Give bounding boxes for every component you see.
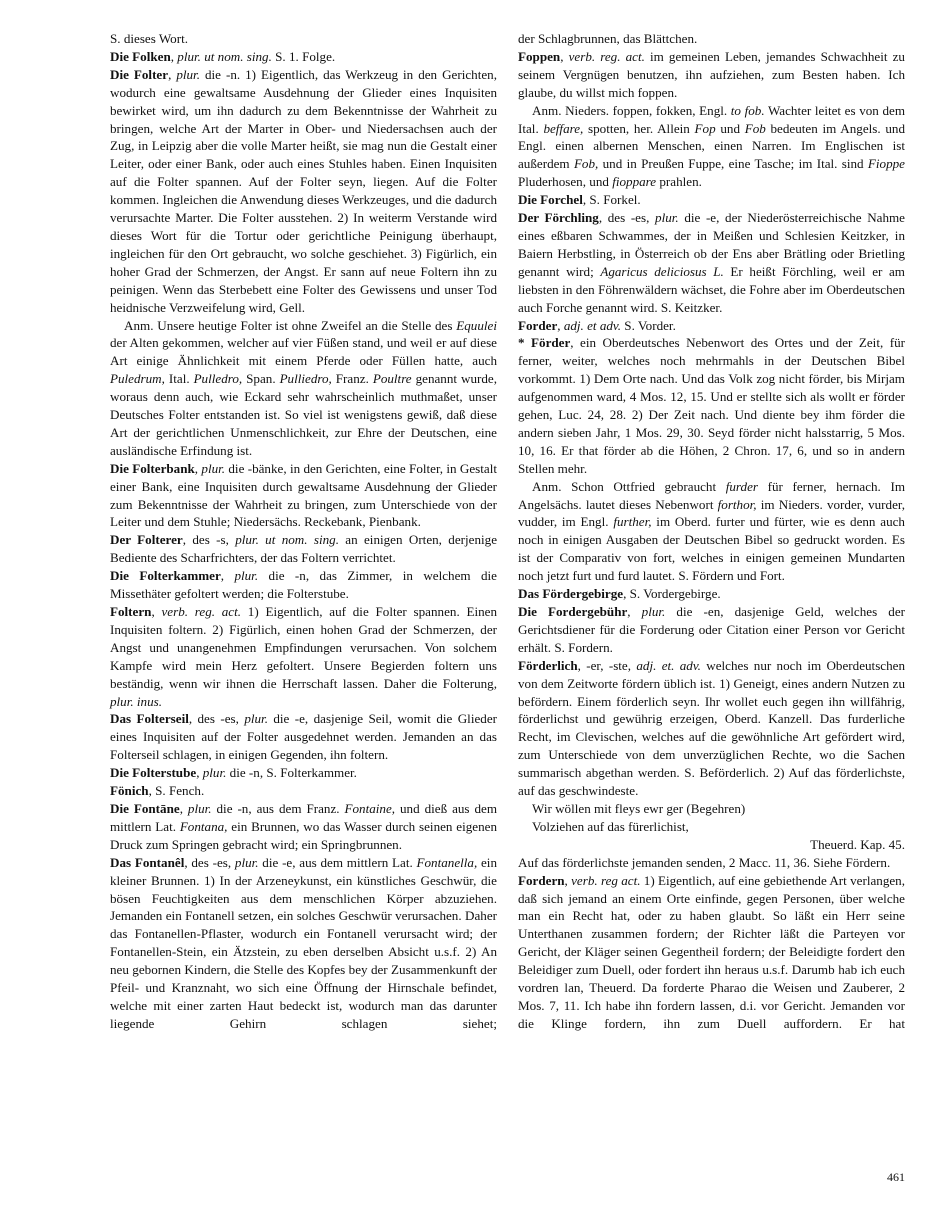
headword: Forder bbox=[518, 317, 558, 333]
headword: Die Folken bbox=[110, 48, 171, 64]
italic-term: Pulliedro, bbox=[279, 371, 332, 387]
entry-text: Anm. Schon Ottfried gebraucht bbox=[532, 478, 726, 494]
dictionary-entry bbox=[518, 317, 905, 335]
entry-text: , bbox=[194, 460, 202, 476]
italic-term: Fob bbox=[744, 120, 766, 136]
entry-text: im Nieders. vorder, vurder, vudder, im Engl. bbox=[518, 496, 905, 530]
italic-term: plur. bbox=[234, 854, 259, 870]
entry-text: Auf das förderlichste jemanden senden, 2 Macc. 11, 36. Siehe Fördern. bbox=[518, 854, 891, 870]
entry-text: ein kleiner Brunnen. 1) In der Arzeneykunst, ein künstliches Geschwür, die bösen Feuchtigkeiten aus dem menschlichen Körper abzuziehen. Jemanden ein Fontanell setzen, ein solches Geschwür verursachen. Daher das Fontanellen-Pflaster, wodurch ein Fontanell verursacht wird; der Fontanellen-Stein, ein Ätzstein, zu eben derselben Absicht u.s.f. 2) An neu gebornen Kindern, die Stelle des Kopfes bey der Zusammenkunft der Pfeil- und Kranznaht, wo sich eine Öffnung der Hirnschale befindet, welche mit einer zarten Haut bedeckt ist, wodurch man das darunter liegende Gehirn schlagen siehet; bbox=[110, 854, 497, 1031]
dictionary-entry bbox=[110, 854, 497, 1033]
annotation-paragraph bbox=[518, 478, 905, 585]
entry-text: und bbox=[715, 120, 745, 136]
dictionary-entry bbox=[110, 603, 497, 710]
italic-term: adj. et. adv. bbox=[636, 657, 701, 673]
italic-term: plur. bbox=[176, 66, 200, 82]
headword: Die Forchel bbox=[518, 192, 583, 208]
annotation-paragraph bbox=[518, 102, 905, 192]
dictionary-entry bbox=[518, 854, 905, 872]
italic-term: plur. ut nom. sing. bbox=[235, 532, 339, 548]
dictionary-entry bbox=[110, 48, 497, 66]
italic-term: adj. et adv. bbox=[563, 317, 622, 333]
entry-text: und in Preußen Fuppe, eine Tasche; im Ital. sind bbox=[598, 156, 868, 172]
italic-term: verb. reg. act. bbox=[161, 604, 242, 619]
entry-text: Span. bbox=[242, 371, 280, 387]
entry-text: die -e, dasjenige Seil, womit die Glieder eines Inquisiten auf der Folter ausgedehnet werden. Jemanden an das Folterseil schlagen, in einigen Gegenden, ihn foltern. bbox=[110, 711, 497, 763]
italic-term: Agaricus deliciosus L. bbox=[600, 263, 724, 279]
entry-text: und dieß aus dem mittlern Lat. bbox=[110, 800, 498, 834]
dictionary-entry bbox=[518, 209, 905, 316]
italic-term: plur. bbox=[641, 604, 666, 619]
right-column bbox=[518, 30, 905, 1033]
entry-text: Pluderhosen, und bbox=[518, 174, 613, 190]
headword: Fönich bbox=[110, 783, 149, 799]
italic-term: plur. ut nom. sing. bbox=[177, 48, 272, 64]
italic-term: forthor, bbox=[717, 496, 757, 512]
italic-term: plur. bbox=[187, 800, 212, 816]
entry-text: , des -es, bbox=[188, 711, 245, 727]
annotation-paragraph bbox=[110, 317, 497, 460]
italic-term: furder bbox=[725, 478, 758, 494]
entry-text: die -bänke, in den Gerichten, eine Folter, in Gestalt einer Bank, eine Inquisiten durch gewaltsame Ausdehnung der Glieder zum Bekenntnisse der Wahrheit zu bringen, zum Unterschiede von der Leiter und dem Stuhle; Niedersächs. Reckebank, Pienbank. bbox=[110, 460, 497, 530]
entry-text: , S. Fench. bbox=[148, 783, 205, 799]
italic-term: Fop bbox=[694, 120, 716, 136]
headword: Der Folterer bbox=[110, 532, 183, 548]
italic-term: beffare, bbox=[543, 120, 584, 136]
entry-text: Theuerd. Kap. 45. bbox=[810, 836, 905, 852]
headword: Die Folterbank bbox=[110, 460, 195, 476]
entry-text: , S. Vordergebirge. bbox=[623, 586, 721, 602]
italic-term: plur. bbox=[655, 210, 679, 226]
entry-text: prahlen. bbox=[656, 174, 702, 190]
entry-text: , bbox=[564, 872, 572, 888]
entry-text: Er heißt Förchling, weil er am liebsten in den Föhrenwäldern wächset, die Fohre aber im Oberdeutschen auch Forche genannt wird. S. Keitzker. bbox=[518, 263, 905, 315]
entry-text: , bbox=[196, 765, 203, 781]
headword: Das Fontanêl bbox=[110, 854, 185, 870]
italic-term: further, bbox=[613, 514, 652, 530]
italic-term: fioppare bbox=[612, 174, 657, 190]
entry-text: die -n, S. Folterkammer. bbox=[226, 765, 357, 781]
headword: Das Folterseil bbox=[110, 711, 189, 727]
entry-text: Ital. bbox=[164, 371, 194, 387]
headword: Der Förchling bbox=[518, 210, 599, 226]
entry-text: Wir wöllen mit fleys ewr ger (Begehren) bbox=[532, 800, 746, 816]
headword: Das Fördergebirge bbox=[518, 586, 624, 602]
italic-term: to fob. bbox=[730, 102, 765, 118]
entry-text: Volziehen auf das fürerlichist, bbox=[532, 818, 689, 834]
dictionary-entry bbox=[518, 30, 905, 48]
headword: Die Fontāne bbox=[110, 800, 180, 816]
verse-line bbox=[518, 818, 905, 836]
entry-text: S. Vorder. bbox=[621, 317, 676, 333]
entry-text: für ferner, hernach. Im Angelsächs. lautet dieses Nebenwort bbox=[518, 478, 905, 512]
italic-term: plur. bbox=[234, 568, 259, 584]
entry-text: , des -s, bbox=[182, 532, 236, 548]
headword: Fordern bbox=[518, 872, 565, 888]
headword: Die Folter bbox=[110, 66, 169, 82]
entry-text: die -e, der Niederösterreichische Nahme eines eßbaren Schwammes, der in Meißen und Schlesien Keitzker, in Baiern Herbstling, in Österreich ob der Ens aber Brätling oder Brietling genannt wird; bbox=[518, 210, 905, 279]
entry-text: 1) Eigentlich, auf die Folter spannen. Einen Inquisiten foltern. 2) Figürlich, einen hohen Grad der Schmerzen, der Angst und unangenehmen Empfindungen verursachen. Von solchem Kampfe wird mein Herz gefoltert. Unsere Begierden foltern uns beständig, wenn wir ihnen die Herrschaft lassen. Daher die Folterung, bbox=[110, 604, 498, 691]
headword: Die Fordergebühr bbox=[518, 604, 628, 619]
entry-text: S. dieses Wort. bbox=[110, 31, 188, 46]
italic-term: verb. reg. act. bbox=[568, 48, 645, 64]
dictionary-entry bbox=[110, 764, 497, 782]
entry-text: der Schlagbrunnen, das Blättchen. bbox=[518, 31, 698, 46]
italic-term: plur. bbox=[202, 765, 227, 781]
dictionary-entry bbox=[110, 66, 497, 317]
entry-text: die -en, dasjenige Geld, welches der Gerichtsdiener für die Forderung oder Citation einer Person vor Gericht erhält. S. Fordern. bbox=[518, 604, 905, 655]
entry-text: , bbox=[557, 317, 564, 333]
entry-text: S. 1. Folge. bbox=[271, 48, 336, 64]
entry-text: an einigen Orten, derjenige Bediente des Scharfrichters, der das Foltern verrichtet. bbox=[110, 532, 498, 566]
citation-line bbox=[518, 836, 905, 854]
italic-term: Fioppe bbox=[867, 156, 905, 172]
dictionary-entry bbox=[110, 800, 497, 854]
entry-text: , bbox=[220, 568, 235, 584]
entry-text: im Oberd. furter und fürter, wie es denn auch noch in einigen Ausgaben der Deutschen Bibel so gedruckt worden. Es ist der Comparativ von fort, welches in einigen gemeinen Mundarten noch jetzt furt und furd lautet. S. Fördern und Fort. bbox=[518, 514, 905, 584]
entry-text: die -n, aus dem Franz. bbox=[211, 800, 345, 816]
entry-text: , bbox=[179, 800, 188, 816]
entry-text: 1) Eigentlich, auf eine gebiethende Art verlangen, daß sich jemand an einem Orte einfinde, gegen Personen, über welche man ein Recht hat, oder zu haben glaubt. So läßt ein Herr seine Unterthanen zusammen fordern; der Richter läßt die Parteyen vor Gericht, der Kläger seinen Gegentheil fordern; der Beleidigte fordert den Beleidiger zum Duell, oder fordert ihn heraus u.s.f. Darumb hab ich euch vordren lan, Theuerd. Da forderte Pharao die Weisen und Zauberer, 2 Mos. 7, 11. Ich habe ihn fordern lassen, d.i. vor Gericht. Jemanden vor die Klinge fordern, ihn zum Duell auffordern. Er hat bbox=[518, 872, 905, 1031]
dictionary-entry bbox=[518, 603, 905, 657]
entry-text: Franz. bbox=[331, 371, 373, 387]
entry-text: die -e, aus dem mittlern Lat. bbox=[258, 854, 417, 870]
dictionary-entry bbox=[518, 334, 905, 477]
headword: Die Folterstube bbox=[110, 765, 197, 781]
italic-term: plur. bbox=[201, 460, 226, 476]
dictionary-entry bbox=[110, 460, 497, 532]
entry-text: ein Brunnen, wo das Wasser durch seinen eigenen Druck zum Springen gebracht wird; ein Springbrunnen. bbox=[110, 818, 497, 852]
italic-term: Fontanella, bbox=[416, 854, 478, 870]
dictionary-entry bbox=[518, 48, 905, 102]
entry-text: Wachter leitet es von dem Ital. bbox=[518, 102, 905, 136]
headword: Foppen bbox=[518, 48, 561, 64]
verse-line bbox=[518, 800, 905, 818]
entry-text: Anm. Nieders. foppen, fokken, Engl. bbox=[532, 102, 731, 118]
dictionary-entry bbox=[518, 657, 905, 800]
dictionary-entry bbox=[110, 710, 497, 764]
dictionary-entry bbox=[110, 567, 497, 603]
entry-text: spotten, her. Allein bbox=[583, 120, 695, 136]
dictionary-entry bbox=[518, 585, 905, 603]
entry-text: bedeuten im Angels. und Engl. einen albernen Menschen, einen Narren. Im Englischen ist außerdem bbox=[518, 120, 906, 172]
entry-text: , des -es, bbox=[184, 854, 235, 870]
entry-text: der Alten gekommen, welcher auf vier Füßen stand, und weil er auf diese Art einige Ähnlichkeit mit einem Pferde oder Füllen hatte, auch bbox=[110, 335, 497, 369]
entry-text: , bbox=[627, 604, 642, 619]
italic-term: Puledrum, bbox=[110, 371, 165, 387]
entry-text: , bbox=[168, 66, 177, 82]
entry-text: welches nur noch im Oberdeutschen von dem Zeitworte fördern üblich ist. 1) Geneigt, eines andern Nutzen zu befördern. Einem förderlich seyn. Ihr wollet euch gegen ihn willfährig, förderlichst und gewührig erzeigen, Oberd. Kanzell. Das furderliche Recht, im Clevischen, welches auf die gewöhnliche Art gefördert wird, zum Unterschiede von dem unverzüglichen Rechte, wo die Sachen summarisch abgethan werden. S. Beförderlich. 2) Auf das förderlichste, auf das geschwindeste. bbox=[518, 657, 906, 799]
headword: * Förder bbox=[518, 335, 571, 351]
italic-term: Fontaine, bbox=[344, 800, 396, 816]
entry-text: im gemeinen Leben, jemandes Schwachheit zu seinem Vergnügen benutzen, ihn aufziehen, zum Besten haben. Ich glaube, du willst mich foppen. bbox=[518, 48, 905, 100]
entry-text: , S. Forkel. bbox=[582, 192, 641, 208]
page-number: 461 bbox=[887, 1170, 905, 1184]
italic-term: Fontana, bbox=[179, 818, 228, 834]
entry-text: , ein Oberdeutsches Nebenwort des Ortes und der Zeit, für ferner, weiter, welches noch mehrmahls in der Deutschen Bibel vorkommt. 1) Dem Orte nach. Und das Volk zog nicht förder, bis Mirjam aufgenommen ward, 4 Mos. 12, 15. Und er stellte sich als wollt er förder gehen, Luc. 24, 28. 2) Der Zeit nach. Und diente bey ihm förder die andern sieben Jahr, 1 Mos. 29, 30. Seyd förder nicht halsstarrig, 5 Mos. 10, 16. Er that förder ab die Höhen, 2 Chron. 17, 6, und so in andern Stellen mehr. bbox=[518, 335, 905, 476]
left-column bbox=[110, 30, 497, 1033]
entry-text: , des -es, bbox=[598, 210, 656, 226]
dictionary-entry bbox=[518, 872, 905, 1033]
entry-text: Anm. Unsere heutige Folter ist ohne Zweifel an die Stelle des bbox=[124, 317, 457, 333]
dictionary-entry bbox=[518, 191, 905, 209]
dictionary-entry bbox=[110, 30, 497, 48]
entry-text: die -n, das Zimmer, in welchem die Missethäter gefoltert werden; die Folterstube. bbox=[110, 568, 497, 602]
dictionary-entry bbox=[110, 782, 497, 800]
italic-term: Equulei bbox=[456, 317, 497, 333]
italic-term: verb. reg act. bbox=[571, 872, 641, 888]
headword: Die Folterkammer bbox=[110, 568, 221, 584]
headword: Förderlich bbox=[518, 657, 578, 673]
entry-text: die -n. 1) Eigentlich, das Werkzeug in den Gerichten, wodurch eine gewaltsame Ausdehnung der Glieder eines Inquisiten bewirket wird, um ihn dadurch zu dem Bekenntnisse der Wahrheit zu bringen, welche Art der Marter in Ober- und Niedersachsen auch der Zug, in Leipzig aber die volle Marter heißt, sie mag nun die Gestalt einer Leiter, oder einer Bank, oder auch eines Stuhles haben. Einen Inquisiten auf die Folter spannen. Auf der Folter seyn, liegen. Auf die Folter kommen. Ingleichen die Anwendung dieses Werkzeuges, und die dadurch verursachte Marter. Die Folter ausstehen. 2) In weiterm Verstande wird dieses Wort für die Tortur oder gerichtliche Peinigung überhaupt, ingleichen für den Ort gebraucht, wo solche geschiehet. 3) Figürlich, ein hoher Grad der Schmerzen, der Angst. Er sann auf neue Foltern ihn zu peinigen. Wenn das Sterbebett eine Folter des Gewissens und unser Tod heidnische Verzweifelung wird, Gell. bbox=[110, 66, 497, 315]
entry-text: , bbox=[170, 48, 178, 64]
entry-text: genannt wurde, woraus denn auch, wie Eckard sehr wahrscheinlich muthmaßet, unser Deutsches Folter entstanden ist. So viel ist wenigstens gewiß, daß diese Art der gerichtlichen Unmenschlichkeit, zur Ehre der Deutschen, eine ausländische Erfindung ist. bbox=[110, 371, 497, 458]
entry-text: , -er, -ste, bbox=[577, 657, 637, 673]
entry-text: , bbox=[151, 604, 162, 619]
italic-term: plur. inus. bbox=[110, 693, 163, 709]
italic-term: Fob, bbox=[573, 156, 599, 172]
italic-term: Poultre bbox=[372, 371, 412, 387]
italic-term: plur. bbox=[244, 711, 268, 727]
italic-term: Pulledro, bbox=[193, 371, 243, 387]
dictionary-entry bbox=[110, 531, 497, 567]
headword: Foltern bbox=[110, 604, 152, 619]
entry-text: , bbox=[560, 48, 569, 64]
